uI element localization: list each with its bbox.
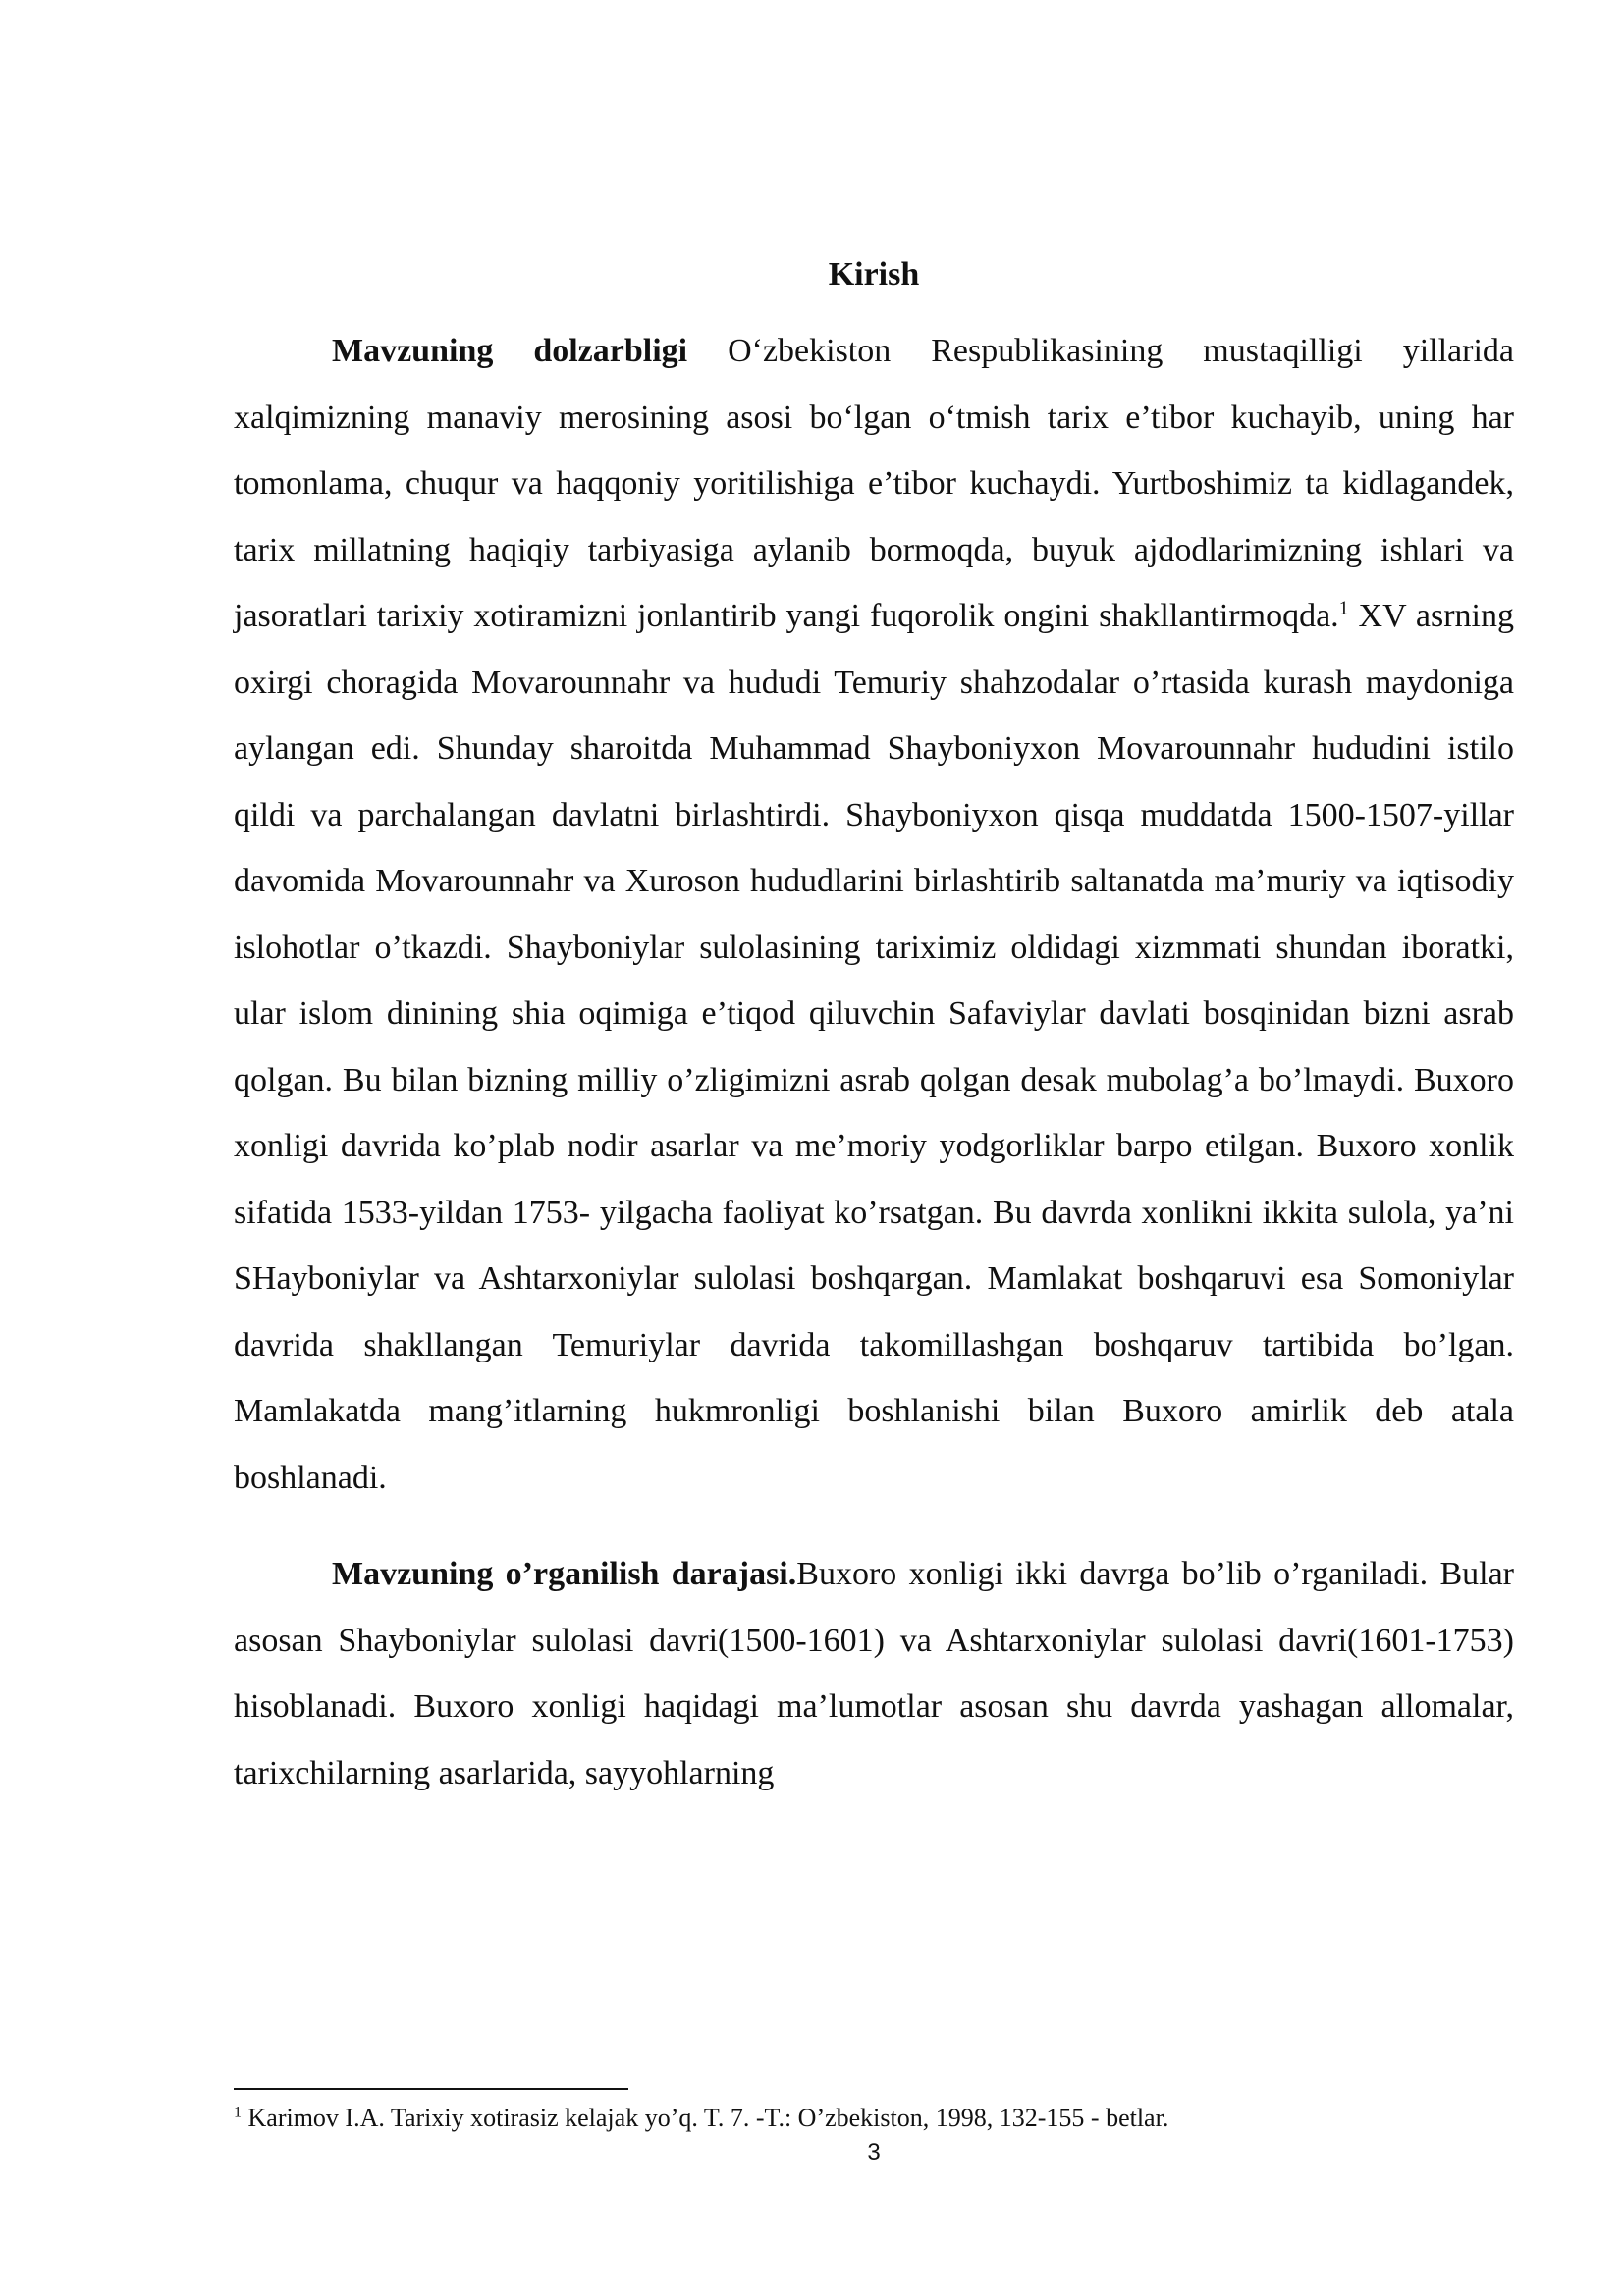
- footnote-text: Karimov I.A. Tarixiy xotirasiz kelajak yo’q. T. 7. -T.: O’zbekiston, 1998, 132-155 - betlar.: [242, 2104, 1169, 2132]
- study-level-heading: Mavzuning o’rganilish darajasi.: [332, 1556, 797, 1592]
- relevance-heading: Mavzuning dolzarbligi: [332, 333, 688, 369]
- footnote-separator: [234, 2088, 628, 2090]
- page-number: 3: [867, 2139, 881, 2165]
- relevance-text-part2: XV asrning oxirgi choragida Movarounnahr va hududi Temuriy shahzodalar o’rtasida kurash maydoniga aylangan edi. Shunday sharoitda Muhammad Shayboniyxon Movarounnahr hududini istilo qildi va parchalangan davlatni birlashtirdi. Shayboniyxon qisqa muddatda 1500-1507-yillar davomida Movarounnahr va Xuroson hududlarini birlashtirib saltanatda ma’muriy va iqtisodiy islohotlar o’tkazdi. Shayboniylar sulolasining tariximiz oldidagi xizmmati shundan iboratki, ular islom dinining shia oqimiga e’tiqod qiluvchin Safaviylar davlati bosqinidan bizni asrab qolgan. Bu bilan bizning milliy o’zligimizni asrab qolgan desak mubolag’a bo’lmaydi. Buxoro xonligi davrida ko’plab nodir asarlar va me’moriy yodgorliklar barpo etilgan. Buxoro xonlik sifatida 1533-yildan 1753- yilgacha faoliyat ko’rsatgan. Bu davrda xonlikni ikkita sulola, ya’ni SHayboniylar va Ashtarxoniylar sulolasi boshqargan. Mamlakat boshqaruvi esa Somoniylar davrida shakllangan Temuriylar davrida takomillashgan boshqaruv tartibida bo’lgan. Mamlakatda mang’itlarning hukmronligi boshlanishi bilan Buxoro amirlik deb atala boshlanadi.: [234, 598, 1514, 1496]
- footnote-number: 1: [234, 2104, 242, 2121]
- page-title: Kirish: [828, 256, 920, 293]
- footnote: [234, 2101, 1514, 2136]
- paragraph-relevance: [234, 318, 1514, 1511]
- relevance-text-part1: O‘zbekiston Respublikasining mustaqilligi yillarida xalqimizning manaviy merosining asosi bo‘lgan o‘tmish tarix e’tibor kuchayib, uning har tomonlama, chuqur va haqqoniy yoritilishiga e’tibor kuchaydi. Yurtboshimiz ta kidlagandek, tarix millatning haqiqiy tarbiyasiga aylanib bormoqda, buyuk ajdodlarimizning ishlari va jasoratlari tarixiy xotiramizni jonlantirib yangi fuqorolik ongini shakllantirmoqda.: [234, 333, 1514, 634]
- page-body: [234, 245, 1514, 1806]
- footnote-reference[interactable]: 1: [1338, 597, 1349, 619]
- paragraph-study-level: [234, 1541, 1514, 1806]
- study-level-text: Buxoro xonligi ikki davrga bo’lib o’rganiladi. Bular asosan Shayboniylar sulolasi davri(1500-1601) va Ashtarxoniylar sulolasi davri(1601-1753) hisoblanadi. Buxoro xonligi haqidagi ma’lumotlar asosan shu davrda yashagan allomalar, tarixchilarning asarlarida, sayyohlarning: [234, 1556, 1514, 1791]
